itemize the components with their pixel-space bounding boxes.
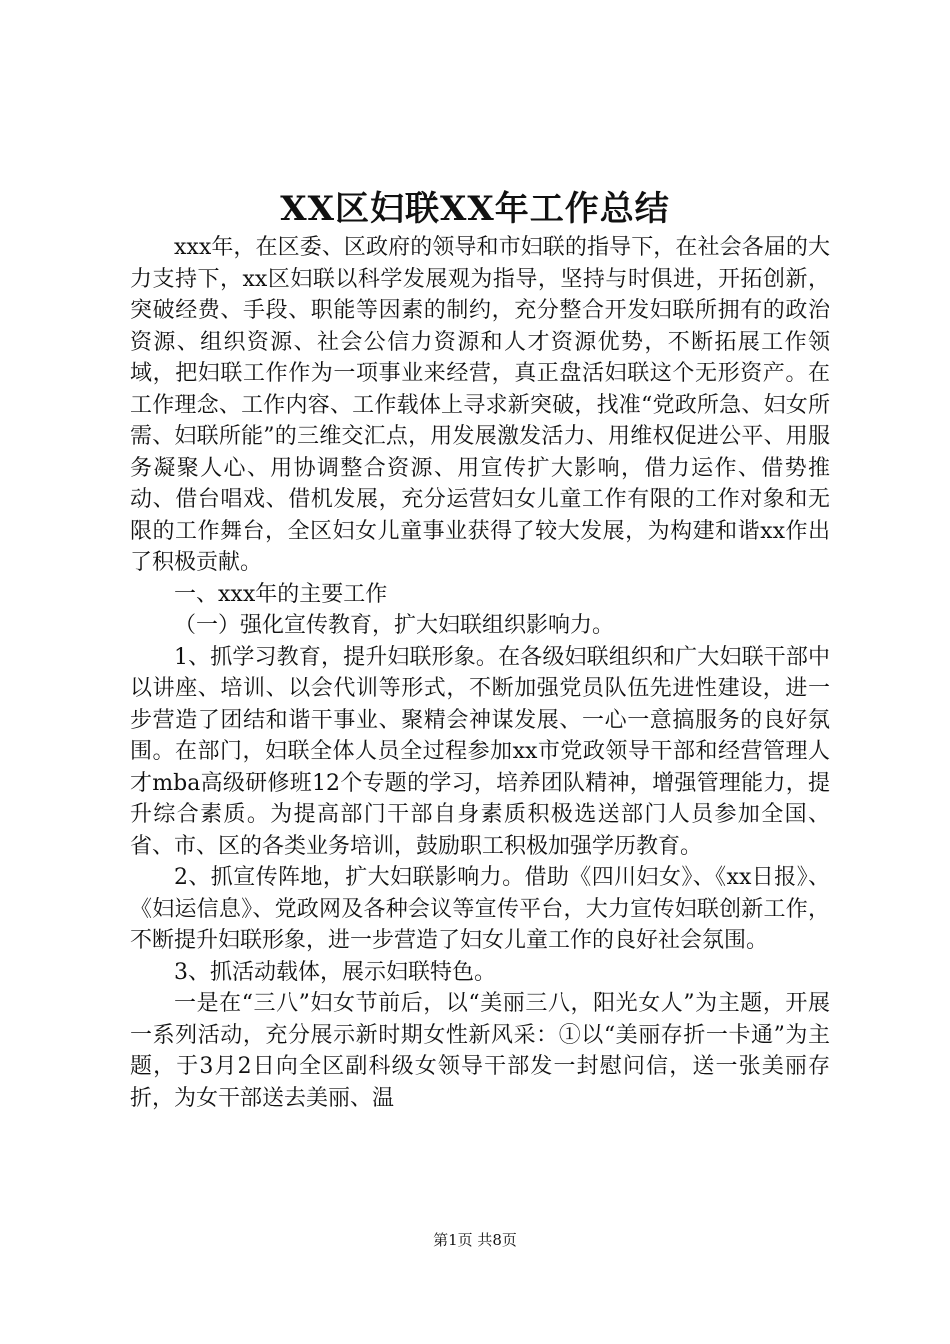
subsection-heading-1: （一）强化宣传教育，扩大妇联组织影响力。 <box>174 613 615 638</box>
paragraph-activities-heading: 3、抓活动载体，展示妇联特色。 <box>174 959 496 985</box>
document-title: XX区妇联XX年工作总结 <box>280 189 670 229</box>
paragraph-womens-day: 一是在“三八”妇女节前后，以“美丽三八，阳光女人”为主题，开展一系列活动，充分展示新时期女性新风采：①以“美丽存折一卡通”为主题，于3月2日向全区副科级女领导干部发一封慰问信，送一张美丽存折，为女干部送去美丽、温 <box>130 991 830 1111</box>
paragraph-publicity: 2、抓宣传阵地，扩大妇联影响力。借助《四川妇女》、《xx日报》、《妇运信息》、党政网及各种会议等宣传平台，大力宣传妇联创新工作，不断提升妇联形象，进一步营造了妇女儿童工作的良好社会氛围。 <box>130 865 830 953</box>
page-number-footer: 第1页 共8页 <box>433 1231 517 1249</box>
section-heading-main-work: 一、xxx年的主要工作 <box>174 581 388 607</box>
paragraph-intro: xxx年，在区委、区政府的领导和市妇联的指导下，在社会各届的大力支持下，xx区妇联以科学发展观为指导，坚持与时俱进，开拓创新，突破经费、手段、职能等因素的制约，充分整合开发妇联所拥有的政治资源、组织资源、社会公信力资源和人才资源优势，不断拓展工作领域，把妇联工作作为一项事业来经营，真正盘活妇联这个无形资产。在工作理念、工作内容、工作载体上寻求新突破，找准“党政所急、妇女所需、妇联所能”的三维交汇点，用发展激发活力、用维权促进公平、用服务凝聚人心、用协调整合资源、用宣传扩大影响，借力运作、借势推动、借台唱戏、借机发展，充分运营妇女儿童工作有限的工作对象和无限的工作舞台，全区妇女儿童事业获得了较大发展，为构建和谐xx作出了积极贡献。 <box>130 235 830 575</box>
paragraph-study-education: 1、抓学习教育，提升妇联形象。在各级妇联组织和广大妇联干部中以讲座、培训、以会代训等形式，不断加强党员队伍先进性建设，进一步营造了团结和谐干事业、聚精会神谋发展、一心一意搞服务的良好氛围。在部门，妇联全体人员全过程参加xx市党政领导干部和经营管理人才mba高级研修班12个专题的学习，培养团队精神，增强管理能力，提升综合素质。为提高部门干部自身素质积极选送部门人员参加全国、省、市、区的各类业务培训，鼓励职工积极加强学历教育。 <box>130 644 830 859</box>
document-body <box>130 232 830 1114</box>
